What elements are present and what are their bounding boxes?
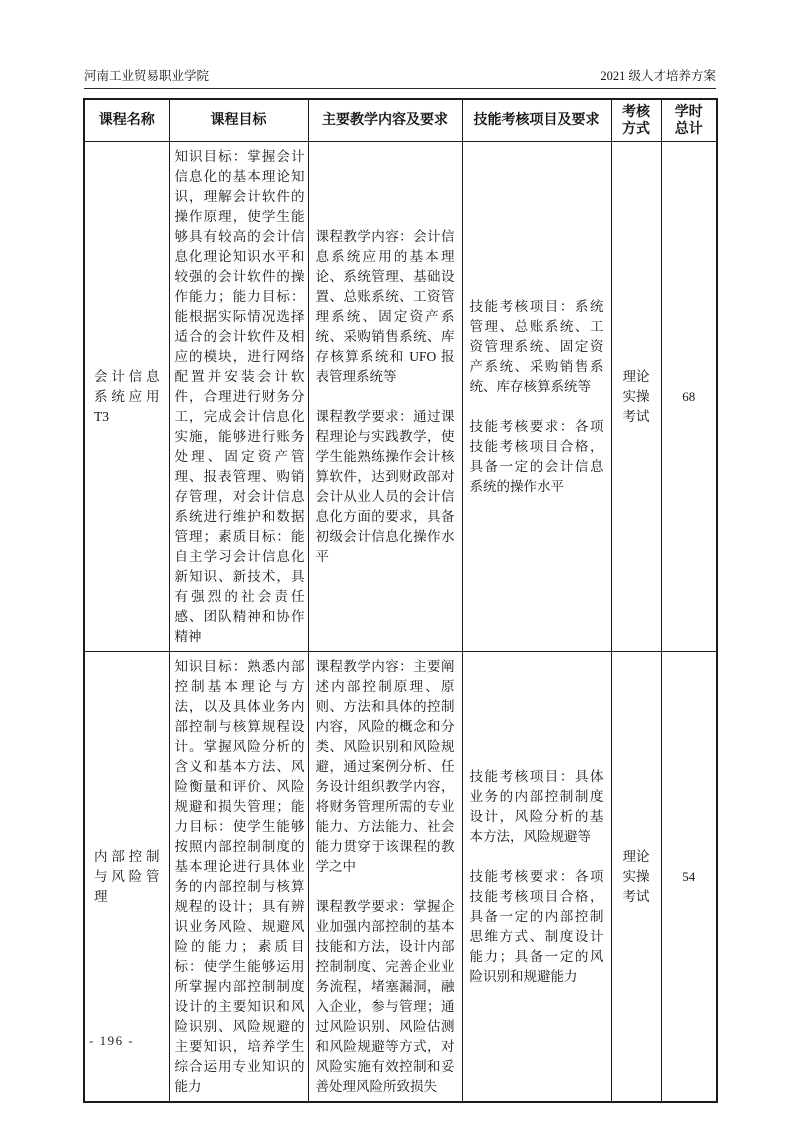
column-header-course-name: 课程名称 xyxy=(84,99,169,142)
column-header-exam-method: 考核方式 xyxy=(611,99,661,142)
page-number: - 196 - xyxy=(89,1033,135,1048)
assessment-cell xyxy=(462,142,611,652)
course-name-cell: 会计信息系统应用T3 xyxy=(84,142,169,652)
teaching-content-paragraph: 课程教学内容：主要阐述内部控制原理、原则、方法和具体的控制内容，风险的概念和分类、风险识别和风险规避，通过案例分析、任务设计组织教学内容，将财务管理所需的专业能力、方法能力、社会能力贯穿于该课程的教学之中 xyxy=(315,658,455,874)
teaching-requirement-paragraph: 课程教学要求：通过课程理论与实践教学，使学生能熟练操作会计核算软件，达到财政部对会计从业人员的会计信息化方面的要求，具备初级会计信息化操作水平 xyxy=(315,408,455,564)
school-name: 河南工业贸易职业学院 xyxy=(84,69,210,83)
column-header-objectives: 课程目标 xyxy=(169,99,308,142)
exam-method-cell: 理论实操考试 xyxy=(611,142,661,652)
course-name-cell: 内部控制与风险管理 xyxy=(84,652,169,1103)
teaching-content-cell xyxy=(308,142,462,652)
course-objectives-cell: 知识目标：掌握会计信息化的基本理论知识，理解会计软件的操作原理，使学生能够具有较高的会计信息化理论知识水平和较强的会计软件的操作能力；能力目标：能根据实际情况选择适合的会计软件及相应的模块，进行网络配置并安装会计软件，合理进行财务分工，完成会计信息化实施，能够进行账务处理、固定资产管理、报表管理、购销存管理，对会计信息系统进行维护和数据管理；素质目标：能自主学习会计信息化新知识、新技术，具有强烈的社会责任感、团队精神和协作精神 xyxy=(169,142,308,652)
assessment-items-paragraph: 技能考核项目：具体业务的内部控制制度设计，风险分析的基本方法，风险规避等 xyxy=(469,768,604,844)
assessment-cell xyxy=(462,652,611,1103)
total-hours-cell: 68 xyxy=(661,142,717,652)
assessment-requirement-paragraph: 技能考核要求：各项技能考核项目合格，具备一定的会计信息系统的操作水平 xyxy=(469,418,604,494)
column-header-total-hours: 学时总计 xyxy=(661,99,717,142)
course-objectives-cell: 知识目标：熟悉内部控制基本理论与方法，以及具体业务内部控制与核算规程设计。掌握风险分析的含义和基本方法、风险衡量和评价、风险规避和损失管理；能力目标：使学生能够按照内部控制制度的基本理论进行具体业务的内部控制与核算规程的设计；具有辨识业务风险、规避风险的能力；素质目标：使学生能够运用所掌握内部控制制度设计的主要知识和风险识别、风险规避的主要知识，培养学生综合运用专业知识的能力 xyxy=(169,652,308,1103)
column-header-teaching-content: 主要教学内容及要求 xyxy=(308,99,462,142)
exam-method-cell: 理论实操考试 xyxy=(611,652,661,1103)
course-table xyxy=(83,98,718,1103)
page-header xyxy=(84,69,716,89)
total-hours-cell: 54 xyxy=(661,652,717,1103)
teaching-content-paragraph: 课程教学内容：会计信息系统应用的基本理论、系统管理、基础设置、总账系统、工资管理系统、固定资产系统、采购销售系统、库存核算系统和 UFO 报表管理系统等 xyxy=(315,228,455,384)
table-row xyxy=(84,142,717,652)
assessment-items-paragraph: 技能考核项目：系统管理、总账系统、工资管理系统、固定资产系统、采购销售系统、库存核算系统等 xyxy=(469,298,604,394)
column-header-assessment: 技能考核项目及要求 xyxy=(462,99,611,142)
table-header-row xyxy=(84,99,717,142)
teaching-requirement-paragraph: 课程教学要求：掌握企业加强内部控制的基本技能和方法，设计内部控制制度、完善企业业务流程，堵塞漏洞，融入企业，参与管理；通过风险识别、风险估测和风险规避等方式，对风险实施有效控制和妥善处理风险所致损失 xyxy=(315,898,455,1094)
table-row xyxy=(84,652,717,1103)
assessment-requirement-paragraph: 技能考核要求：各项技能考核项目合格，具备一定的内部控制思维方式、制度设计能力；具备一定的风险识别和规避能力 xyxy=(469,868,604,984)
plan-title: 2021 级人才培养方案 xyxy=(600,69,716,83)
teaching-content-cell xyxy=(308,652,462,1103)
